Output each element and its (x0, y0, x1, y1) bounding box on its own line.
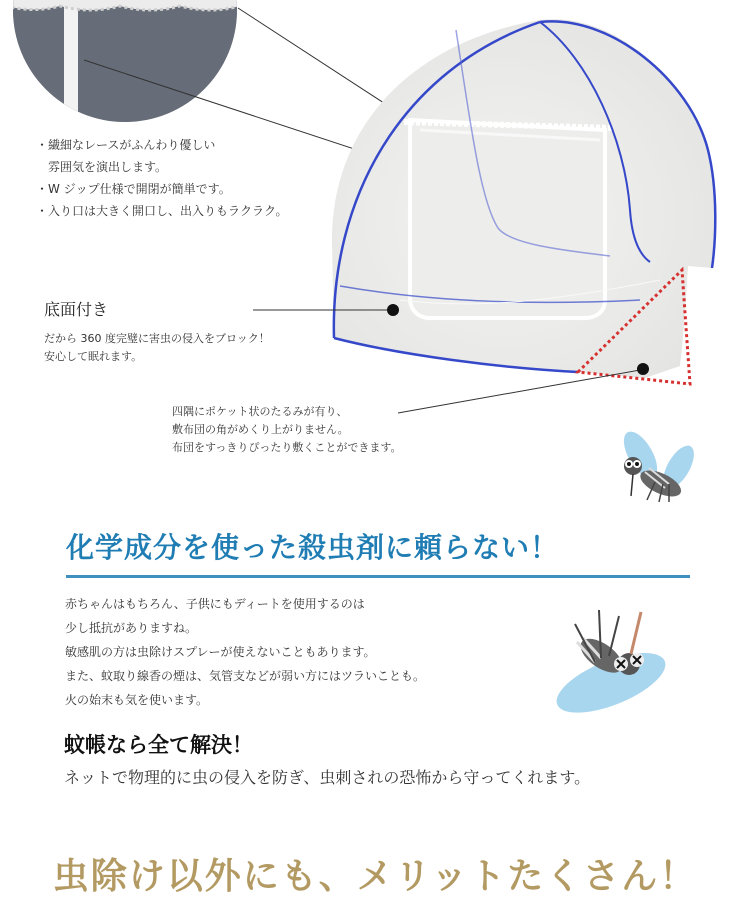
bottom-line: だから 360 度完璧に害虫の侵入をブロック！ (44, 332, 270, 345)
body-paragraph (65, 592, 425, 712)
feature-line: ・W ジップ仕様で開閉が簡単です。 (36, 182, 231, 196)
pocket-line: 布団をすっきりぴったり敷くことができます。 (172, 441, 402, 454)
body-line: また、蚊取り線香の煙は、気管支などが弱い方にはツラいことも。 (65, 669, 426, 683)
dead-mosquito-icon (549, 610, 673, 725)
bottom-description (44, 330, 270, 366)
feature-line: 雰囲気を演出します。 (36, 160, 168, 174)
headline: 化学成分を使った殺虫剤に頼らない！ (66, 531, 560, 564)
body-line: 赤ちゃんはもちろん、子供にもディートを使用するのは (65, 597, 365, 611)
bottom-line: 安心して眠れます。 (44, 350, 143, 363)
merit-banner: 虫除け以外にも、メリットたくさん！ (52, 856, 698, 897)
pocket-line: 四隅にポケット状のたるみが有り、 (172, 405, 348, 418)
body-line: 少し抵抗がありますね。 (65, 621, 198, 635)
marker-dot-bottom (387, 304, 399, 316)
marker-dot-pocket (637, 363, 649, 375)
solve-subtitle: ネットで物理的に虫の侵入を防ぎ、虫刺されの恐怖から守ってくれます。 (64, 768, 591, 787)
feature-list (36, 134, 288, 222)
bottom-title: 底面付き (44, 300, 109, 319)
feature-line: ・入り口は大きく開口し、出入りもラクラク。 (36, 204, 288, 218)
leader-line-pocket (398, 370, 640, 413)
pocket-line: 敷布団の角がめくり上がりません。 (172, 423, 349, 436)
headline-underline (66, 575, 690, 578)
solve-title: 蚊帳なら全て解決！ (64, 733, 253, 757)
pocket-description (172, 403, 401, 457)
mosquito-icon (617, 426, 700, 502)
body-line: 敏感肌の方は虫除けスプレーが使えないこともあります。 (65, 645, 376, 659)
mosquito-net-tent (332, 19, 716, 384)
lace-closeup-circle (0, 0, 260, 130)
body-line: 火の始末も気を使います。 (65, 693, 209, 707)
feature-line: ・繊細なレースがふんわり優しい (36, 138, 216, 152)
